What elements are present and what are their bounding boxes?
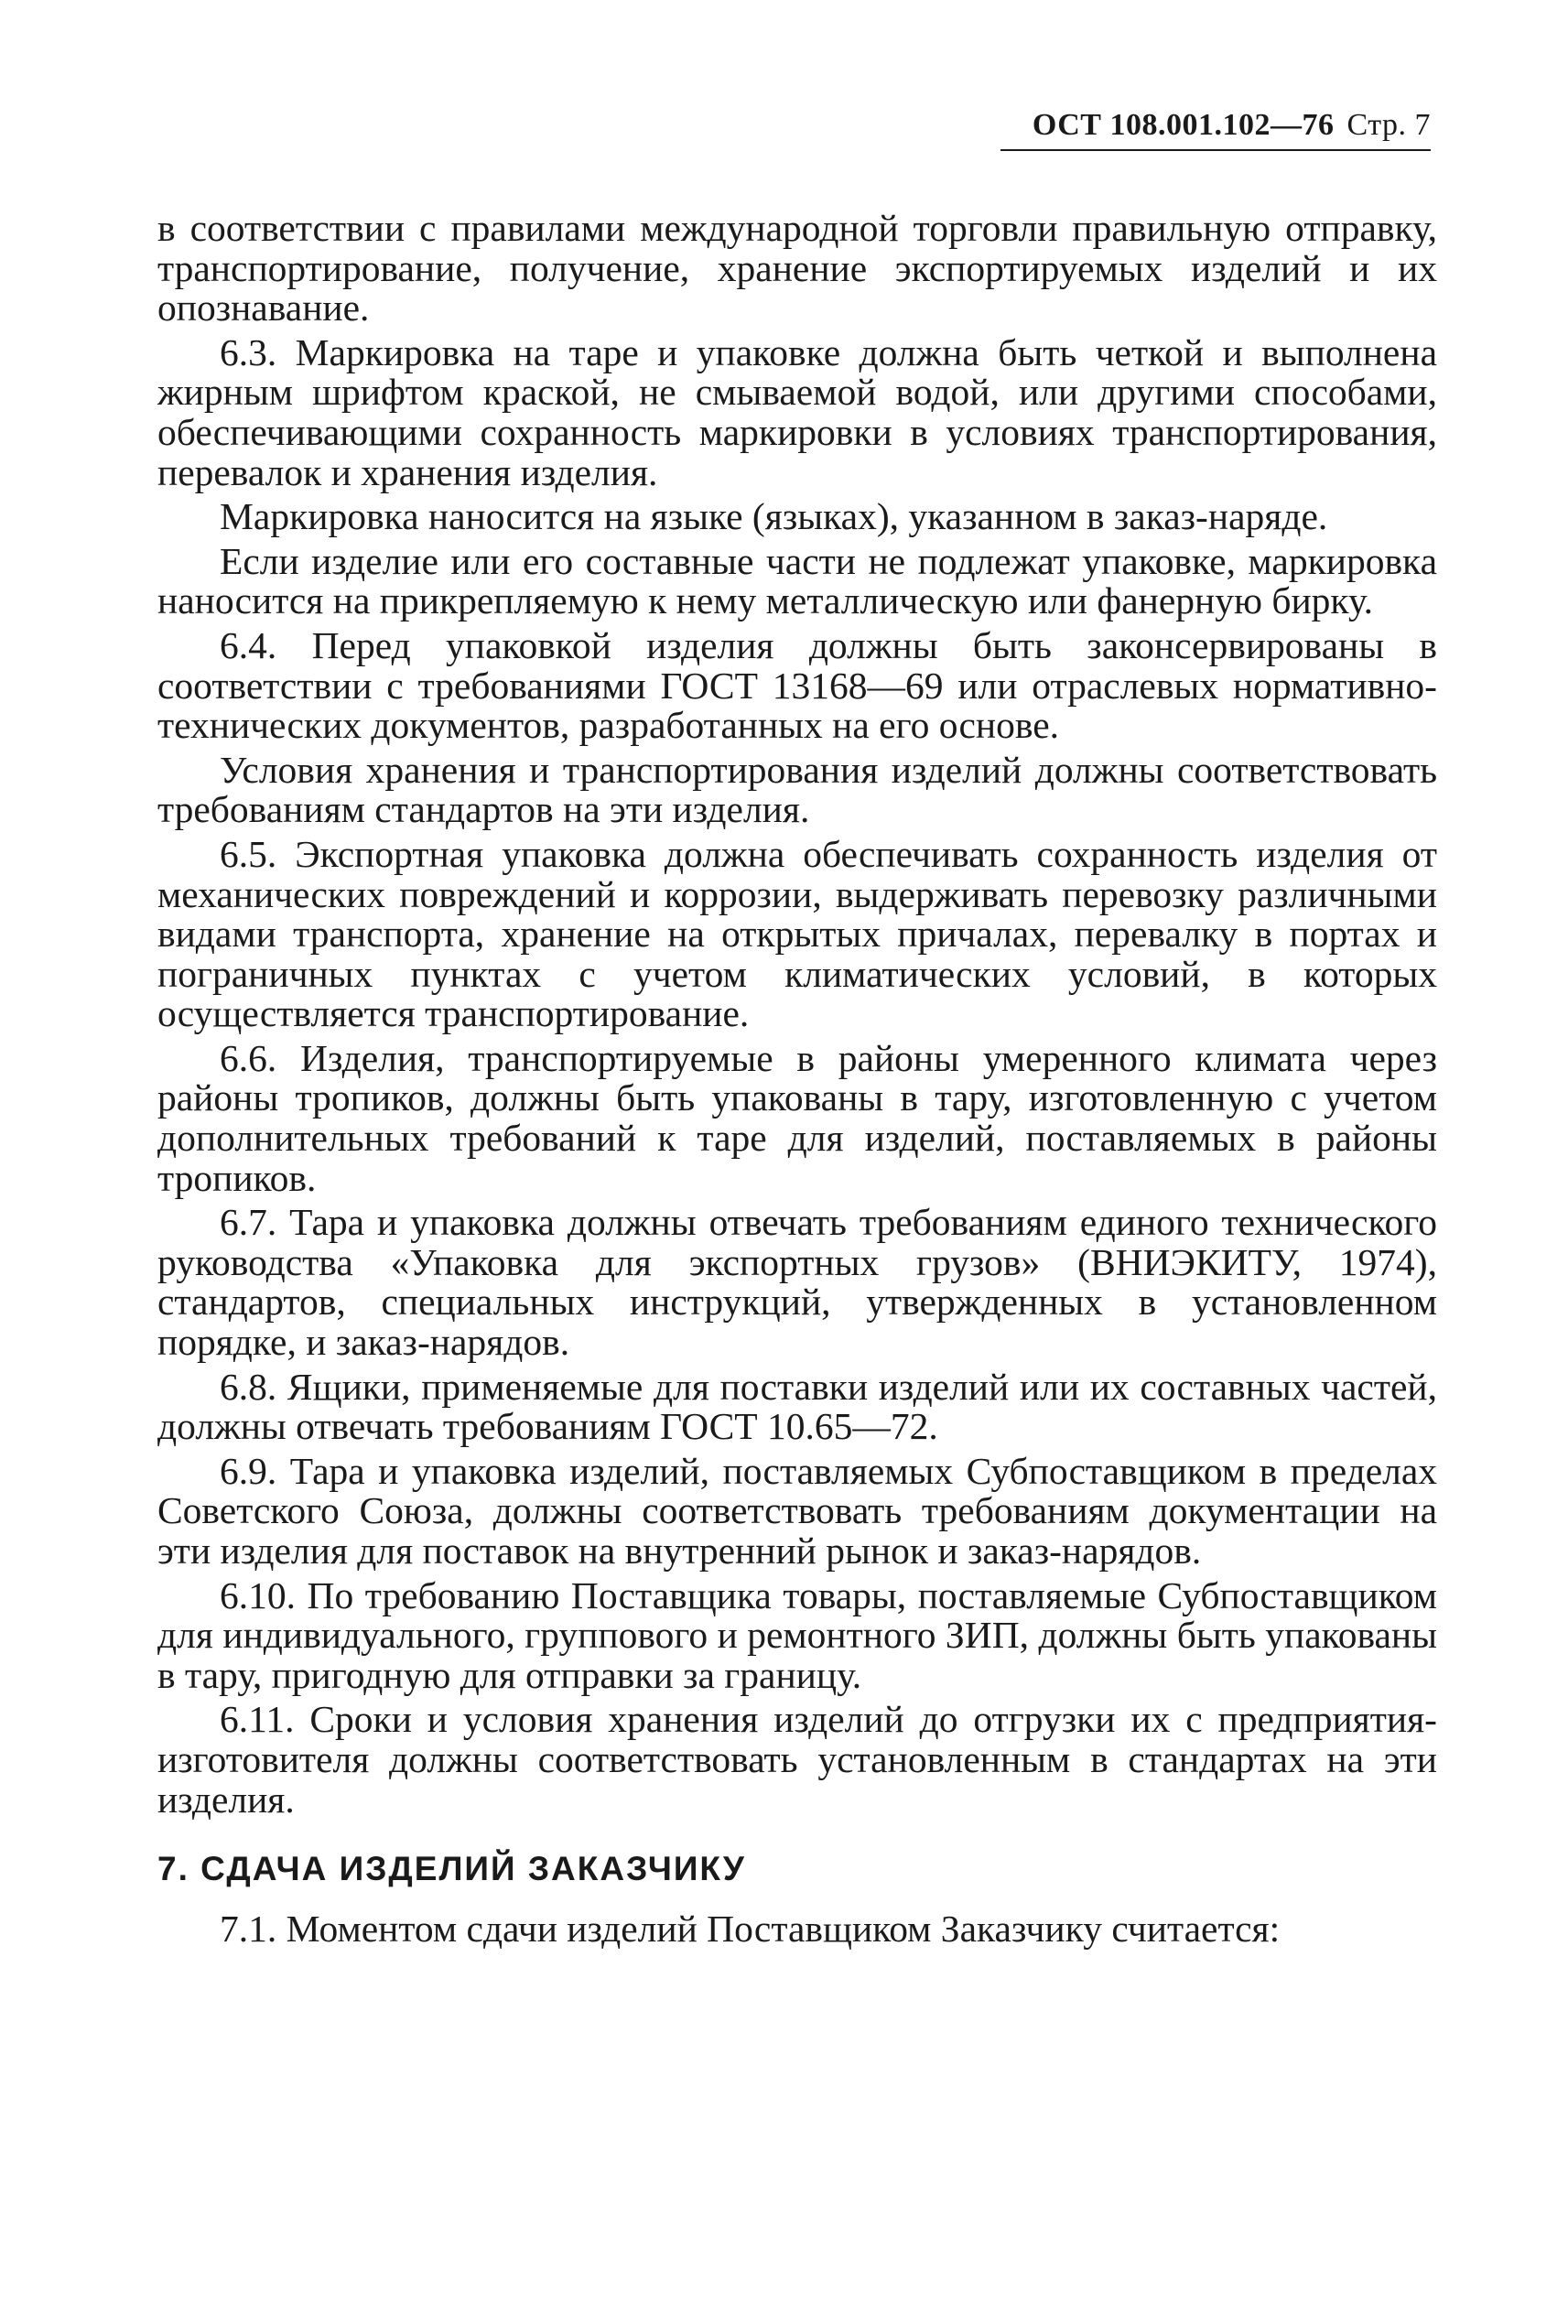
paragraph-6-3: 6.3. Маркировка на таре и упаковке должна быть четкой и выполнена жирным шрифтом краской, не смываемой водой, или другими способами, обеспечивающими сохранность маркировки в условиях транспортирования, перевалок и хранения изделия. (157, 330, 1437, 493)
page-header (1033, 108, 1431, 143)
paragraph-marking-tag: Если изделие или его составные части не подлежат упаковке, маркировка наносится на прикрепляемую к нему металлическую или фанерную бирку. (157, 539, 1437, 622)
paragraph-6-4: 6.4. Перед упаковкой изделия должны быть законсервированы в соответствии с требованиями ГОСТ 13168—69 или отраслевых нормативно-технических документов, разработанных на его основе. (157, 623, 1437, 747)
document-body (157, 209, 1437, 1953)
paragraph-6-8: 6.8. Ящики, применяемые для поставки изделий или их составных частей, должны отвечать требованиям ГОСТ 10.65—72. (157, 1365, 1437, 1448)
header-underline (1000, 149, 1431, 151)
paragraph-storage-conditions: Условия хранения и транспортирования изделий должны соответствовать требованиям стандартов на эти изделия. (157, 748, 1437, 831)
standard-code: ОСТ 108.001.102—76 (1032, 108, 1335, 142)
paragraph-6-7: 6.7. Тара и упаковка должны отвечать требованиям единого технического руководства «Упаковка для экспортных грузов» (ВНИЭКИТУ, 1974), стандартов, специальных инструкций, утвержденных в установленном порядке, и заказ-нарядов. (157, 1201, 1437, 1364)
paragraph-6-6: 6.6. Изделия, транспортируемые в районы умеренного климата через районы тропиков, должны быть упакованы в тару, изготовленную с учетом дополнительных требований к таре для изделий, поставляемых в районы тропиков. (157, 1036, 1437, 1199)
paragraph-6-10: 6.10. По требованию Поставщика товары, поставляемые Субпоставщиком для индивидуального, группового и ремонтного ЗИП, должны быть упакованы в тару, пригодную для отправки за границу. (157, 1573, 1437, 1696)
section-7-heading: 7. СДАЧА ИЗДЕЛИЙ ЗАКАЗЧИКУ (157, 1850, 746, 1888)
paragraph-continuation: в соответствии с правилами международной торговли правильную отправку, транспортирование, получение, хранение экспортируемых изделий и их опознавание. (157, 207, 1437, 330)
paragraph-6-5: 6.5. Экспортная упаковка должна обеспечивать сохранность изделия от механических повреждений и коррозии, выдерживать перевозку различными видами транспорта, хранение на открытых причалах, перевалку в портах и пограничных пунктах с учетом климатических условий, в которых осуществляется транспортирование. (157, 832, 1437, 1035)
paragraph-6-11: 6.11. Сроки и условия хранения изделий до отгрузки их с предприятия-изготовителя должны соответствовать установленным в стандартах на эти изделия. (157, 1698, 1437, 1821)
paragraph-7-1: 7.1. Моментом сдачи изделий Поставщиком Заказчику считается: (220, 1907, 1281, 1950)
page-number: Стр. 7 (1346, 108, 1431, 142)
paragraph-6-9: 6.9. Тара и упаковка изделий, поставляемых Субпоставщиком в пределах Советского Союза, должны соответствовать требованиям документации на эти изделия для поставок на внутренний рынок и заказ-нарядов. (157, 1449, 1437, 1572)
paragraph-marking-language: Маркировка наносится на языке (языках), указанном в заказ-наряде. (220, 495, 1328, 538)
